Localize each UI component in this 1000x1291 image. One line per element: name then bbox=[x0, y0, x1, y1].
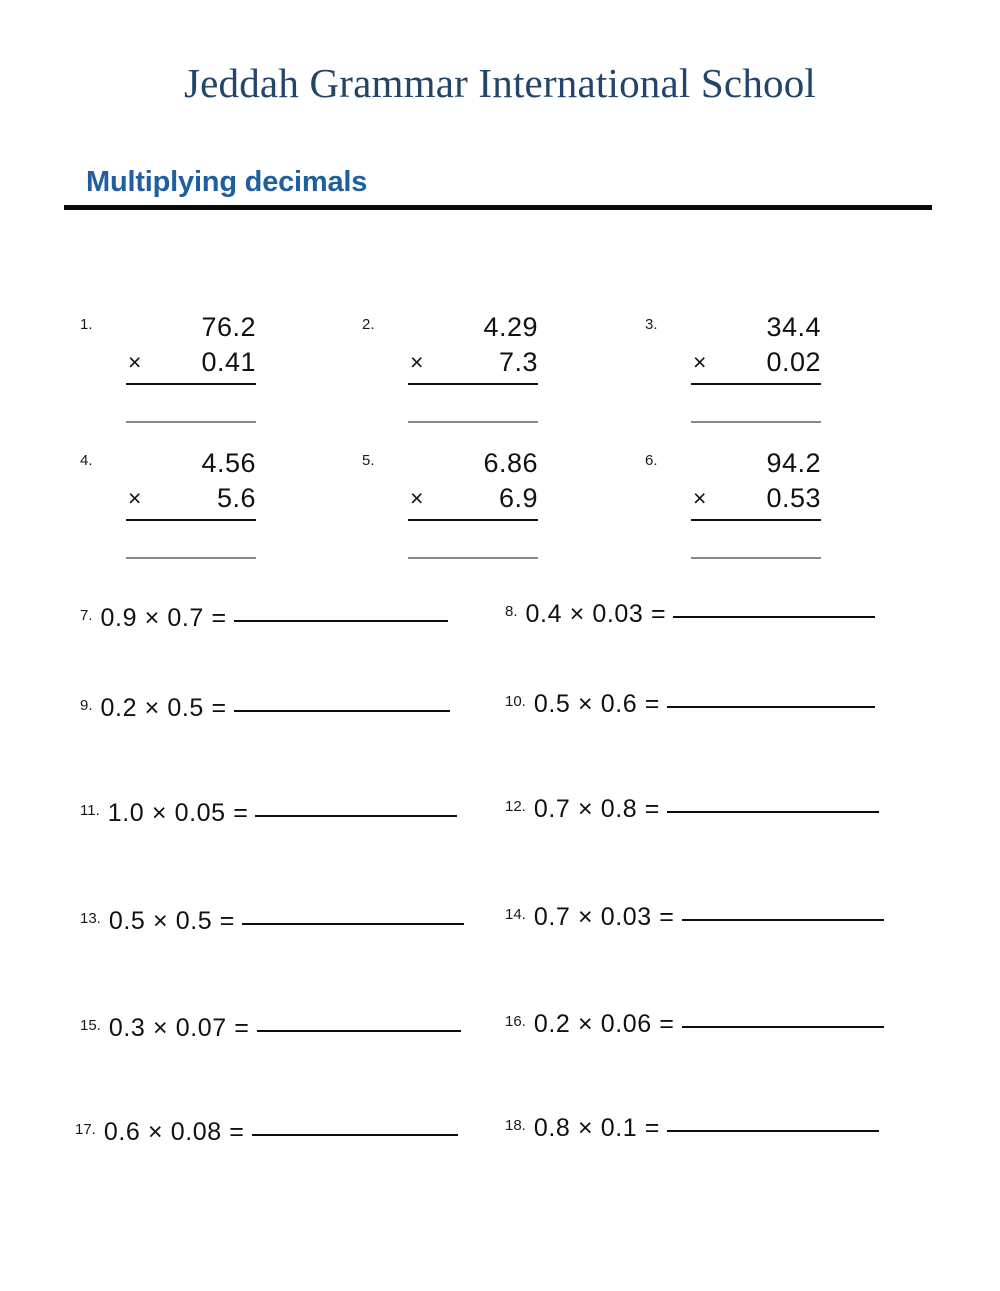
problem-number: 8. bbox=[505, 603, 518, 620]
bottom-operand-row bbox=[691, 345, 821, 380]
problem-number: 5. bbox=[362, 452, 375, 469]
answer-line[interactable] bbox=[682, 919, 884, 921]
answer-line[interactable] bbox=[691, 557, 821, 559]
inline-problem bbox=[75, 1118, 458, 1147]
inline-problem bbox=[505, 903, 884, 932]
answer-line[interactable] bbox=[408, 557, 538, 559]
expression: 0.2 × 0.5 = bbox=[100, 694, 227, 722]
problem-number: 13. bbox=[80, 910, 101, 927]
operand-rule bbox=[126, 519, 256, 521]
answer-line[interactable] bbox=[255, 815, 457, 817]
inline-problem bbox=[505, 1010, 884, 1039]
operand-rule bbox=[408, 519, 538, 521]
top-operand: 34.4 bbox=[766, 312, 821, 342]
expression: 0.5 × 0.5 = bbox=[108, 907, 236, 935]
operand-rule bbox=[691, 519, 821, 521]
worksheet-subtitle: Multiplying decimals bbox=[86, 166, 368, 198]
expression: 0.8 × 0.1 = bbox=[533, 1114, 661, 1142]
problem-stack bbox=[691, 310, 821, 423]
bottom-operand-row bbox=[408, 481, 538, 516]
expression: 0.7 × 0.8 = bbox=[533, 795, 661, 823]
answer-line[interactable] bbox=[691, 421, 821, 423]
expression: 0.3 × 0.07 = bbox=[108, 1014, 250, 1042]
bottom-operand: 0.53 bbox=[766, 483, 821, 513]
answer-line[interactable] bbox=[234, 620, 448, 622]
multiply-operator: × bbox=[410, 349, 424, 375]
top-operand: 76.2 bbox=[201, 312, 256, 342]
answer-line[interactable] bbox=[234, 710, 450, 712]
bottom-operand-row bbox=[408, 345, 538, 380]
header-divider bbox=[64, 205, 932, 210]
problem-stack bbox=[691, 446, 821, 559]
problem-stack bbox=[408, 446, 538, 559]
inline-problem bbox=[80, 694, 450, 723]
answer-line[interactable] bbox=[667, 811, 879, 813]
inline-problem bbox=[505, 795, 879, 824]
problem-number: 4. bbox=[80, 452, 93, 469]
problem-number: 3. bbox=[645, 316, 658, 333]
problem-number: 2. bbox=[362, 316, 375, 333]
problem-number: 1. bbox=[80, 316, 93, 333]
problem-number: 11. bbox=[80, 802, 100, 819]
top-operand: 94.2 bbox=[766, 448, 821, 478]
problem-number: 14. bbox=[505, 906, 526, 923]
bottom-operand: 6.9 bbox=[498, 483, 538, 513]
expression: 0.4 × 0.03 = bbox=[525, 600, 667, 628]
problem-stack bbox=[408, 310, 538, 423]
expression: 0.9 × 0.7 = bbox=[100, 604, 227, 632]
page-title: Jeddah Grammar International School bbox=[183, 60, 817, 106]
bottom-operand: 0.41 bbox=[201, 347, 256, 377]
multiply-operator: × bbox=[128, 349, 142, 375]
bottom-operand: 0.02 bbox=[766, 347, 821, 377]
answer-line[interactable] bbox=[126, 421, 256, 423]
multiply-operator: × bbox=[410, 485, 424, 511]
multiply-operator: × bbox=[128, 485, 142, 511]
problem-number: 18. bbox=[505, 1117, 526, 1134]
bottom-operand-row bbox=[691, 481, 821, 516]
inline-problem bbox=[505, 690, 875, 719]
operand-rule bbox=[691, 383, 821, 385]
multiply-operator: × bbox=[693, 349, 707, 375]
problem-number: 15. bbox=[80, 1017, 101, 1034]
problem-stack bbox=[126, 446, 256, 559]
answer-line[interactable] bbox=[408, 421, 538, 423]
problem-number: 10. bbox=[505, 693, 526, 710]
bottom-operand-row bbox=[126, 481, 256, 516]
answer-line[interactable] bbox=[667, 706, 875, 708]
bottom-operand: 7.3 bbox=[498, 347, 538, 377]
inline-problem bbox=[80, 907, 464, 936]
inline-problem bbox=[80, 799, 457, 828]
answer-line[interactable] bbox=[667, 1130, 879, 1132]
problem-number: 16. bbox=[505, 1013, 526, 1030]
problem-number: 12. bbox=[505, 798, 526, 815]
expression: 1.0 × 0.05 = bbox=[107, 799, 249, 827]
top-operand: 4.56 bbox=[201, 448, 256, 478]
operand-rule bbox=[126, 383, 256, 385]
problem-number: 17. bbox=[75, 1121, 96, 1138]
expression: 0.5 × 0.6 = bbox=[533, 690, 661, 718]
inline-problem bbox=[80, 1014, 461, 1043]
expression: 0.2 × 0.06 = bbox=[533, 1010, 675, 1038]
problem-stack bbox=[126, 310, 256, 423]
answer-line[interactable] bbox=[252, 1134, 458, 1136]
answer-line[interactable] bbox=[242, 923, 464, 925]
answer-line[interactable] bbox=[257, 1030, 461, 1032]
inline-problem bbox=[505, 600, 875, 629]
inline-problem bbox=[80, 604, 448, 633]
multiply-operator: × bbox=[693, 485, 707, 511]
top-operand: 6.86 bbox=[483, 448, 538, 478]
expression: 0.6 × 0.08 = bbox=[103, 1118, 245, 1146]
problem-number: 6. bbox=[645, 452, 658, 469]
problem-number: 7. bbox=[80, 607, 93, 624]
answer-line[interactable] bbox=[126, 557, 256, 559]
bottom-operand: 5.6 bbox=[216, 483, 256, 513]
answer-line[interactable] bbox=[673, 616, 875, 618]
inline-problem bbox=[505, 1114, 879, 1143]
answer-line[interactable] bbox=[682, 1026, 884, 1028]
top-operand: 4.29 bbox=[483, 312, 538, 342]
operand-rule bbox=[408, 383, 538, 385]
bottom-operand-row bbox=[126, 345, 256, 380]
expression: 0.7 × 0.03 = bbox=[533, 903, 675, 931]
problem-number: 9. bbox=[80, 697, 93, 714]
